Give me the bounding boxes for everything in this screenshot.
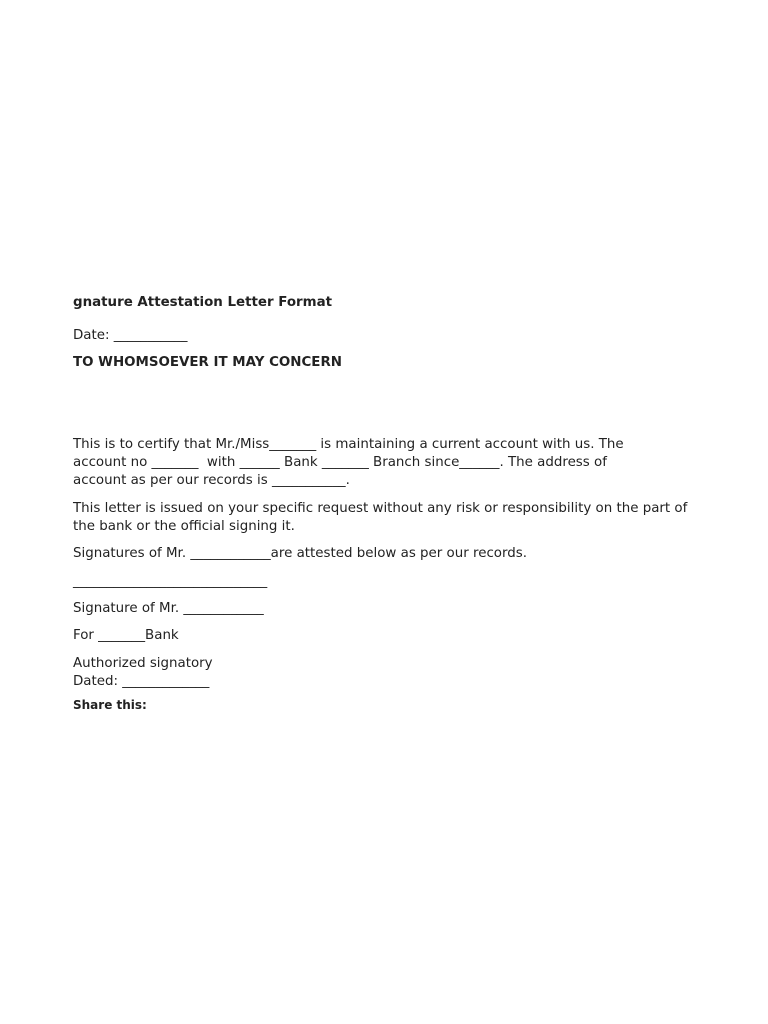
paragraph-1-line-3: account as per our records is ___________. bbox=[73, 473, 350, 488]
for-bank-line: For _______Bank bbox=[73, 628, 179, 643]
paragraph-3: Signatures of Mr. ____________are attested below as per our records. bbox=[73, 546, 528, 561]
date-line: Date: ___________ bbox=[73, 328, 188, 343]
share-label: Share this: bbox=[73, 698, 147, 712]
signature-of-line: Signature of Mr. ____________ bbox=[73, 601, 264, 616]
paragraph-1-line-1: This is to certify that Mr./Miss_______ is maintaining a current account with us. The bbox=[73, 437, 624, 452]
paragraph-1-line-2: account no _______ with ______ Bank _______ Branch since______. The address of bbox=[73, 455, 607, 470]
salutation: TO WHOMSOEVER IT MAY CONCERN bbox=[73, 355, 342, 370]
document-title: gnature Attestation Letter Format bbox=[73, 295, 333, 310]
dated-line: Dated: _____________ bbox=[73, 674, 210, 689]
paragraph-2-line-1: This letter is issued on your specific request without any risk or responsibility on the part of bbox=[73, 501, 688, 516]
paragraph-2-line-2: the bank or the official signing it. bbox=[73, 519, 295, 534]
signature-rule: _____________________________ bbox=[73, 574, 268, 589]
authorized-signatory: Authorized signatory bbox=[73, 656, 213, 671]
